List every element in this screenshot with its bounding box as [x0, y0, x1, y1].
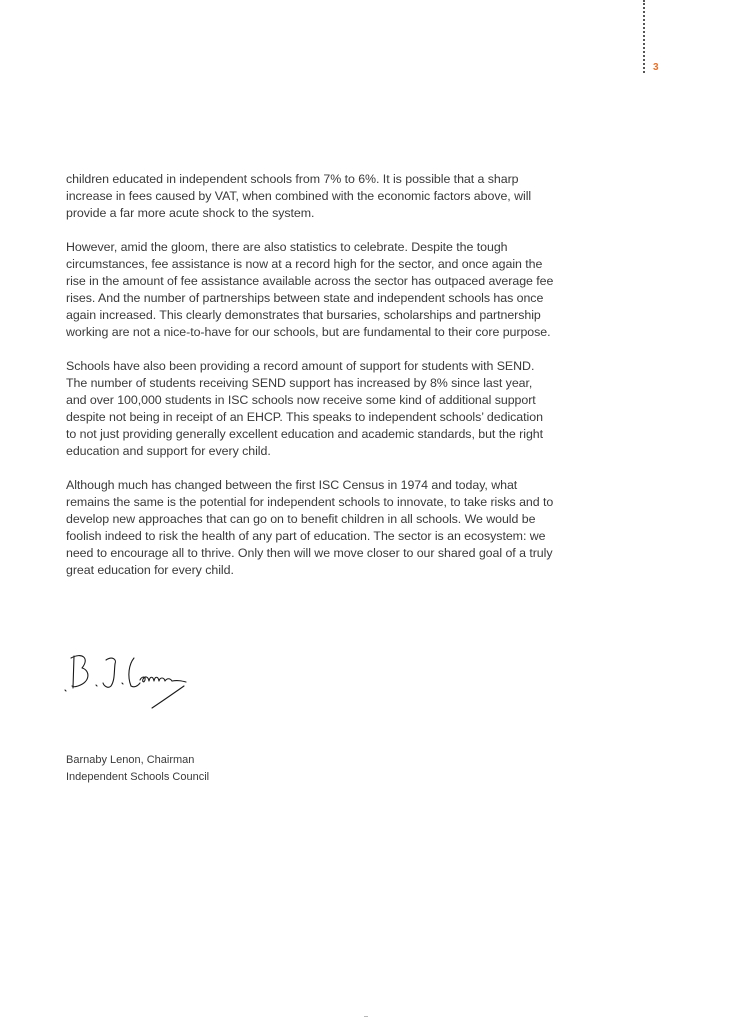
page-marker	[640, 0, 670, 80]
paragraph-send-support: Schools have also been providing a record amount of support for students with SEND. The number of students receiving SEND support has increased by 8% since last year, and over 100,000 students in ISC schools now receive some kind of additional support despite not being in receipt of an EHCP. This speaks to independent schools’ dedication to not just providing generally excellent education and academic standards, but the right education and support for every child.	[66, 359, 544, 458]
signature-drawing	[60, 648, 195, 713]
handwritten-signature	[60, 648, 195, 713]
paragraph-fee-assistance: However, amid the gloom, there are also statistics to celebrate. Despite the tough circumstances, fee assistance is now at a record high for the sector, and once again the rise in the amount of fee assistance available across the sector has outpaced average fee rises. And the number of partnerships between state and independent schools has once again increased. This clearly demonstrates that bursaries, scholarships and partnership working are not a nice-to-have for our schools, but are fundamental to their core purpose.	[66, 240, 554, 339]
signatory-name-title: Barnaby Lenon, Chairman	[66, 754, 195, 766]
page-number: 3	[653, 62, 659, 73]
signoff-block	[66, 752, 209, 786]
paragraph-vat-impact: children educated in independent schools from 7% to 6%. It is possible that a sharp increase in fees caused by VAT, when combined with the economic factors above, will provide a far more acute shock to the system.	[66, 172, 532, 220]
signatory-organisation: Independent Schools Council	[66, 771, 210, 783]
paragraph-conclusion: Although much has changed between the first ISC Census in 1974 and today, what remains the same is the potential for independent schools to innovate, to take risks and to develop new approaches that can go on to benefit children in all schools. We would be foolish indeed to risk the health of any part of education. The sector is an ecosystem: we need to encourage all to thrive. Only then will we move closer to our shared goal of a truly great education for every child.	[66, 478, 554, 577]
dotted-rule	[643, 0, 645, 73]
letter-body	[66, 171, 556, 596]
footer-mark	[364, 1016, 368, 1017]
